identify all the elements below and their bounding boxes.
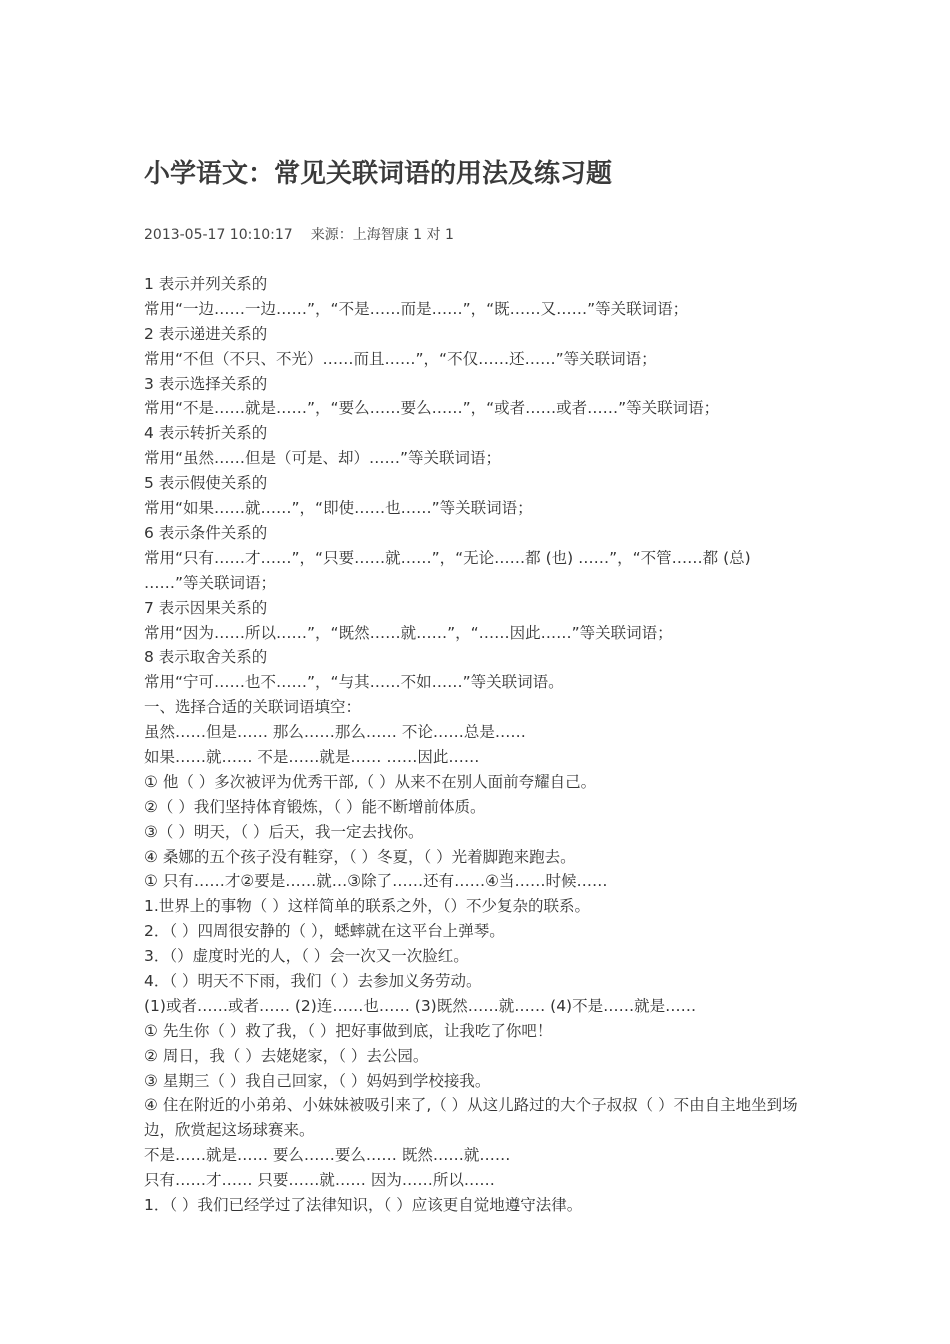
body-line: 常用“如果……就……”，“即使……也……”等关联词语； [144,499,533,518]
body-line: ③（ ）明天，（ ）后天，我一定去找你。 [144,822,424,841]
body-line: ① 先生你（ ）救了我，（ ）把好事做到底，让我吃了你吧！ [144,1021,553,1040]
body-line: 常用“不但（不只、不光）……而且……”，“不仅……还……”等关联词语； [144,349,657,368]
body-line: 3 表示选择关系的 [144,374,268,393]
body-line: 1．（ ）我们已经学过了法律知识，（ ）应该更自觉地遵守法律。 [144,1196,583,1215]
article-meta [144,224,454,246]
body-line: 8 表示取舍关系的 [144,648,268,667]
body-line: 常用“因为……所以……”，“既然……就……”，“……因此……”等关联词语； [144,623,673,642]
body-line: 1 表示并列关系的 [144,275,268,293]
body-line: 2 表示递进关系的 [144,324,268,343]
body-line: 4．（ ）明天不下雨，我们（ ）去参加义务劳动。 [144,971,482,990]
body-line: 5 表示假使关系的 [144,474,268,493]
body-line: 6 表示条件关系的 [144,523,268,542]
body-line: 2．（ ）四周很安静的（ ），蟋蟀就在这平台上弹琴。 [144,922,505,941]
article-body [144,272,809,1218]
body-line: ① 只有……才②要是……就…③除了……还有……④当……时候…… [144,872,608,891]
body-line: ③ 星期三（ ）我自己回家，（ ）妈妈到学校接我。 [144,1071,491,1090]
body-line: 一、选择合适的关联词语填空： [144,698,362,717]
body-line: ① 他（ ）多次被评为优秀干部,（ ）从来不在别人面前夸耀自己。 [144,772,597,791]
body-line: 1.世界上的事物（ ）这样简单的联系之外，（）不少复杂的联系。 [144,897,590,916]
body-line: 7 表示因果关系的 [144,598,268,617]
publish-date: 2013-05-17 10:10:17 [144,227,293,243]
body-line: 常用“虽然……但是（可是、却）……”等关联词语； [144,449,502,468]
body-line: ④ 住在附近的小弟弟、小妹妹被吸引来了,（ ）从这儿路过的大个子叔叔（ ）不由自主地坐到场边，欣赏起这场球赛来。 [144,1096,798,1140]
body-line: 常用“不是……就是……”，“要么……要么……”，“或者……或者……”等关联词语； [144,399,720,418]
body-line: 不是……就是…… 要么……要么…… 既然……就…… [144,1146,511,1165]
body-line: ② 周日，我（ ）去姥姥家，（ ）去公园。 [144,1046,429,1065]
body-line: (1)或者……或者…… (2)连……也…… (3)既然……就…… (4)不是……就是…… [144,996,697,1015]
body-line: ②（ ）我们坚持体育锻炼，（ ）能不断增前体质。 [144,797,486,816]
body-line: 3．（）虚度时光的人，（ ）会一次又一次脸红。 [144,947,469,966]
body-line: 常用“宁可……也不……”，“与其……不如……”等关联词语。 [144,673,564,692]
article-source: 来源：上海智康 1 对 1 [310,227,454,243]
body-line: 只有……才…… 只要……就…… 因为……所以…… [144,1171,495,1190]
body-line: 如果……就…… 不是……就是…… ……因此…… [144,747,480,766]
body-line: 常用“只有……才……”，“只要……就……”，“无论……都 (也) ……”，“不管……都 (总) ……”等关联词语； [144,548,751,592]
body-line: 虽然……但是…… 那么……那么…… 不论……总是…… [144,723,526,742]
body-line: 常用“一边……一边……”，“不是……而是……”，“既……又……”等关联词语； [144,299,689,318]
body-line: ④ 桑娜的五个孩子没有鞋穿，（ ）冬夏，（ ）光着脚跑来跑去。 [144,847,576,866]
body-line: 4 表示转折关系的 [144,424,268,443]
article-title: 小学语文：常见关联词语的用法及练习题 [144,159,613,189]
